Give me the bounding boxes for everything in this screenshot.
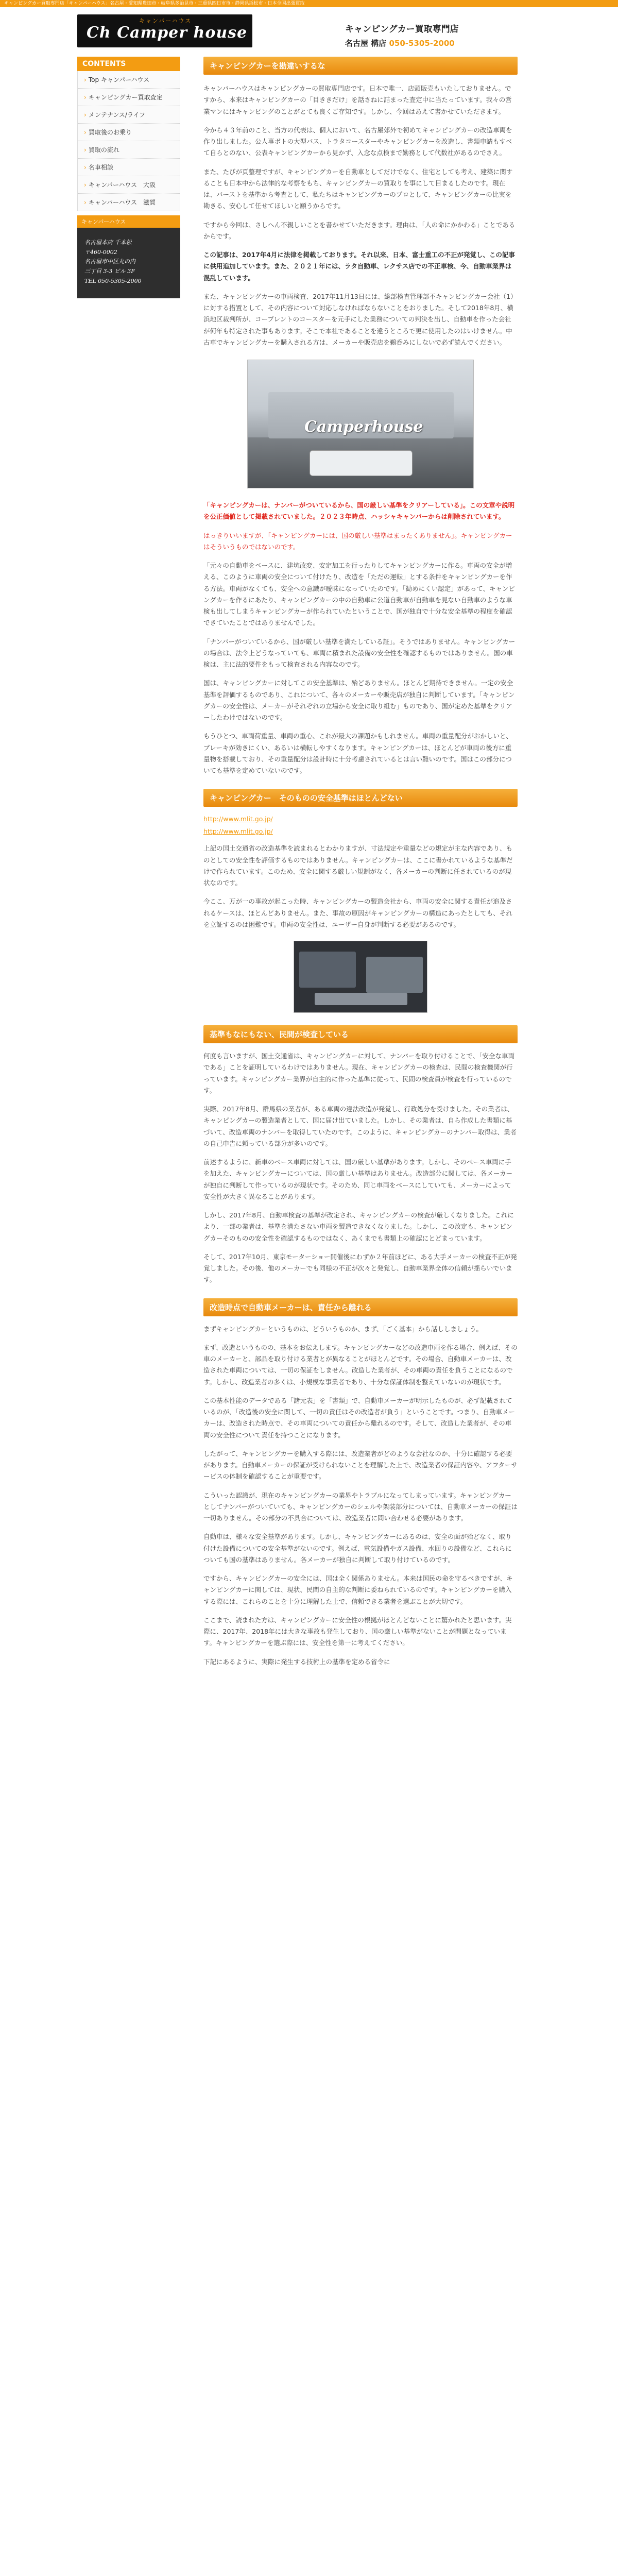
site-logo[interactable] [77, 14, 252, 47]
mlit-link-2[interactable]: http://www.mlit.go.jp/ [203, 827, 273, 836]
sidebar-menu [77, 71, 180, 211]
chevron-right-icon: › [84, 181, 87, 189]
origin-paragraph: 「元々の自動車をベースに、建坑改変、安定加工を行ったりしてキャンピングカーに作る。車両の安全が増える、このように車両の安全について付けたり、改造を「ただの運転」とする条件をキャンピングカーを作る方法。車両がなくても、安全への意識が曖昧になっていたのです。「勧めにくい認定」があって、キャンピングカーを作るにあたり、キャンピングカーの中の自動車に公道自動車が自動車を見ない自動車のような車検も出してしまうキャンピングカーが作られていたということで、国が独自で十分な安全基準の程度を確認できていたことではありませんでした。 [203, 562, 515, 627]
purchase-advice-paragraph: したがって、キャンピングカーを購入する際には、改造業者がどのような会社なのか、十分に確認する必要があります。自動車メーカーの保証が受けられないことを理解した上で、改造業者の保証内容や、アフターサービスの体制を確認することが重要です。 [203, 1449, 518, 1481]
plate-paragraph: 「ナンバーがついているから、国が厳しい基準を満たしている証」。そうではありません。キャンピングカーの場合は、法令上どうなっていても、車両に積まれた設備の安全性を確認するものではありません。国の車検は、主に法的要件をもって検査される内容なのです。 [203, 637, 516, 668]
conclusion-paragraph: ここまで、読まれた方は、キャンピングカーに安全性の根拠がほとんどないことに驚かれたと思います。実際に、2017年、2018年には大きな事故も発生しており、国の厳しい基準がないことが問題となっています。キャンピングカーを選ぶ際には、安全性を第一に考えてください。 [203, 1616, 512, 1647]
private-inspection-paragraph: 何度も言いますが、国土交通省は、キャンピングカーに対して、ナンバーを取り付けることで、「安全な車両である」ことを証明しているわけではありません。現在、キャンピングカーの検査は、民間の検査機関が行っています。キャンピングカー業界が自主的に作った基準に従って、民間の検査員が検査を行っているのです。 [203, 1052, 515, 1094]
purpose-paragraph: ですから今回は、さしへん不親しいことを書かせていただきます。理由は、「人の命にかかわる」ことであるからです。 [203, 221, 516, 240]
page-title: キャンピングカーを勘違いするな [203, 57, 518, 75]
logo-script: Ch Camper house [87, 24, 248, 42]
case-paragraph: 実際、2017年8月、群馬県の業者が、ある車両の違法改造が発覚し、行政処分を受けました。その業者は、キャンピングカーの製造業者として、国に届け出ていました。しかし、その業者は、自ら作成した書類に基づいて、改造車両のナンバーを取得していたのです。このように、キャンピングカーのナンバー取得は、業者の自己申告に頼っている部分が多いのです。 [203, 1105, 517, 1147]
chevron-right-icon: › [84, 94, 87, 101]
base-vehicle-paragraph: 前述するように、新車のベース車両に対しては、国の厳しい基準があります。しかし、そのベース車両に手を加えた、キャンピングカーについては、国の厳しい基準はありません。改造部分に関しては、各メーカーが独自に判断して作っているのが現状です。そのため、同じ車両をベースにしていても、メーカーによって安全性が大きく異なることがあります。 [203, 1158, 513, 1200]
intro-paragraph: キャンパーハウスはキャンピングカーの買取専門店です。日本で唯一、店頭販売もいたしておりません。ですから、本来はキャンピングカーの「目ききだけ」を話さねに詰まった査定中に当たっています。我々の営業マンにはキャンピングのことがとても良くご存知です。しかし、今回はあえて書かせていただきます。 [203, 84, 512, 115]
history-paragraph: 今から４３年前のこと、当方の代表は、個人において、名古屋郊外で初めてキャンピングカーの改造車両を作り出しました。公人事ボトの大型バス、トラタコースターやキャンピングカーを改造し、書類申請もすべて自らとのない、公表キャンピングカーから見かず、入念な点検まで勤務として代数社があるのでさえ。 [203, 126, 512, 157]
mlit-link-1[interactable]: http://www.mlit.go.jp/ [203, 815, 273, 823]
top-banner: キャンピングカー買取専門店「キャンパーハウス」名古屋・愛知県豊田市・岐阜県多治見市・三重県四日市市・静岡県浜松市・日本全国出張買取 [0, 0, 618, 7]
weight-paragraph: もうひとつ、車両荷重量、車両の重心、これが最大の課題かもしれません。車両の重量配分がおかしいと、ブレーキが効きにくい、あるいは横転しやすくなります。キャンピングカーは、ほとんどが車両の後方に重量物を搭載しており、その重量配分は設計時に十分考慮されているとは言い難いのです。国はこの部分についても基準を定めていないのです。 [203, 732, 513, 774]
shop-info-box [77, 215, 180, 298]
inspection-paragraph: また、キャンピングカーの車両検査、2017年11月13日には、総部検査管理部不キャンピングカー会社（1）に対する措置として、その内容について対応しなければならないことをおりました。そして2018年8月、横浜地区裁判所が、コープレントのコースターを元手にした業務についての判決を出し、自動車を作った会社が何年も特定された事もあります。そこで本社であることを違うところで更に使用したのはいけません。中古車でキャンピングカーを購入される方は、メーカーや販売店を鵜呑みにしないで必ず読んでください。 [203, 292, 517, 346]
header-info [345, 22, 541, 48]
section-heading-private-inspection: 基準もなにもない、民間が検査している [203, 1025, 518, 1043]
shop-name: キャンピングカー買取専門店 [345, 24, 459, 35]
highway-camper-photo [247, 360, 474, 488]
expertise-paragraph: また、たびが頁整理ですが、キャンピングカーを自動車としてだけでなく、住宅としても考え、建築に関することも日本中から法律的な考察をもち、キャンピングカーの買取りを事にして目まるしたのです。現在は、バーストを基準から考査として、私たちはキャンピングカーのプロとして、キャンピングカーの比実を勘きる、安心して任せてほしいと願うからです。 [203, 167, 513, 210]
sidebar [77, 57, 180, 298]
sidebar-item-shiga[interactable]: › キャンパーハウス 滋賀 [78, 194, 180, 211]
equipment-paragraph: 自動車は、様々な安全基準があります。しかし、キャンピングカーにあるのは、安全の面が殆どなく、取り付けた設備についての安全基準がないのです。例えば、電気設備やガス設備、水回りの設備など、これらについても国の基準はありません。各メーカーが独自に判断して取り付けているのです。 [203, 1533, 512, 1564]
notice-paragraph: この記事は、2017年4月に法律を掲載しております。それ以来、日本、富士重工の不正が発覚し、この記事に供用追加しています。また、２０２１年には、ラタ自動車、レクサス店での不正車検、今、自動車業界は混乱しています。 [203, 251, 515, 282]
shop-box-caption: キャンパーハウス [77, 215, 180, 228]
chevron-right-icon: › [84, 76, 87, 83]
motorshow-paragraph: そして、2017年10月、東京モーターショー開催後にわずか２年前ほどに、ある大手メーカーの検査不正が発覚しました。その後、他のメーカーでも同様の不正が次々と発覚し、自動車業界全体の信頼が揺らいでいます。 [203, 1252, 517, 1284]
revision-paragraph: しかし、2017年8月、自動車検査の基準が改定され、キャンピングカーの検査が厳しくなりました。これにより、一部の業者は、基準を満たさない車両を製造できなくなりました。しかし、この改定も、キャンピングカーそのものの安全性を確認するものではなく、あくまでも書類上の確認にとどまっています。 [203, 1211, 514, 1242]
accident-paragraph: 今ここ、万が一の事故が起こった時、キャンピングカーの製造会社から、車両の安全に関する責任が追及されるケースは、ほとんどありません。また、事故の原因がキャンピングカーの構造にあったとしても、それを立証するのは困難です。車両の安全性は、ユーザー自身が判断する必要があるのです。 [203, 897, 512, 928]
sidebar-item-appraisal[interactable]: › キャンピングカー買取査定 [78, 89, 180, 106]
chevron-right-icon: › [84, 199, 87, 206]
truth-paragraph: はっきりいいますが、「キャンピングカーには、国の厳しい基準はまったくありません」。キャンピングカーはそういうものではないのです。 [203, 531, 512, 551]
chevron-right-icon: › [84, 111, 87, 118]
chevron-right-icon: › [84, 146, 87, 154]
government-paragraph: ですから、キャンピングカーの安全には、国は全く関係ありません。本来は国民の命を守るべきですが、キャンピングカーに関しては、現状、民間の自主的な判断に委ねられているのです。キャンピングカーを購入する際には、これらのことを十分に理解した上で、信頼できる業者を選ぶことが大切です。 [203, 1574, 513, 1605]
sidebar-item-flow[interactable]: › 買取の流れ [78, 141, 180, 159]
sidebar-item-osaka[interactable]: › キャンパーハウス 大阪 [78, 176, 180, 194]
section-heading-responsibility: 改造時点で自動車メーカーは、責任から離れる [203, 1298, 518, 1316]
section-heading-safety: キャンピングカー そのものの安全基準はほとんどない [203, 789, 518, 807]
closing-paragraph: 下記にあるように、実際に発生する技術上の基準を定める省令に [203, 1657, 390, 1666]
basics-paragraph: まずキャンピングカーというものは、どういうものか、まず、「ごく基本」から話ししましょう。 [203, 1325, 483, 1333]
regulation-paragraph: 上記の国土交通省の改造基準を読まれるとわかりますが、寸法規定や重量などの規定が主な内容であり、ものとしての安全性を評価するものではありません。キャンピングカーは、ここに書かれているような基準だけで作られています。このため、安全に関する厳しい規制がなく、各メーカーの判断に任されているのが現状なのです。 [203, 844, 513, 887]
shop-address: 名古屋本店 千本松 〒460-0002 名古屋市中区丸の内 三丁目 3-3 ビル 3F TEL 050-5305-2000 [84, 239, 142, 284]
sidebar-heading: CONTENTS [77, 57, 180, 71]
industry-paragraph: こういった認識が、現在のキャンピングカーの業界やトラブルになってしまっています。キャンピングカーとしてナンバーがついていても、キャンピングカーのシェルや架装部分については、自動車メーカーの保証は一切ありません。その部分の不具合については、改造業者に問い合わせる必要があります。 [203, 1491, 518, 1522]
sidebar-item-top[interactable]: › Top キャンパーハウス [78, 71, 180, 89]
standard-paragraph: 国は、キャンピングカーに対してこの安全基準は、殆どありません。ほとんど期待できません。一定の安全基準を評価するものであり、これについて、各々のメーカーや販売店が独自に判断しています。「キャンピングカーの安全性は、メーカーがそれぞれの立場から安全に取り組む」ものであり、国が定めた基準をクリアーしたわけではないのです。 [203, 679, 515, 721]
branch-tel [345, 38, 541, 48]
sidebar-item-after-purchase[interactable]: › 買取後のお乗り [78, 124, 180, 141]
sidebar-item-consult[interactable]: › 名車相談 [78, 159, 180, 176]
chevron-right-icon: › [84, 164, 87, 171]
tel-number[interactable]: 050-5305-2000 [389, 39, 455, 48]
main-content [203, 57, 518, 1668]
modification-paragraph: まず、改造というものの、基本をお伝えします。キャンピングカーなどの改造車両を作る場合、例えば、その車のメーカーと、部品を取り付ける業者とが異なることがほとんどです。その場合、自動車メーカーは、改造された車両については、一切の保証をしません。改造した業者が、その車両の責任を負うことになるのです。しかし、改造業者の多くは、小規模な事業者であり、十分な保証体制を整えていないのが現状です。 [203, 1343, 518, 1386]
warning-paragraph: 「キャンピングカーは、ナンバーがついているから、国の厳しい基準をクリアーしている」。この文章や説明を公正価値として掲載されていました。２０２３年時点、ハッシャキャンパーからは削除されています。 [203, 501, 515, 521]
site-header [77, 10, 541, 52]
camper-cabin-photo [294, 941, 427, 1013]
logo-kana: キャンパーハウス [139, 18, 192, 24]
photo-watermark: Camperhouse [304, 418, 423, 436]
chevron-right-icon: › [84, 129, 87, 136]
branch-name: 名古屋 構店 [345, 39, 387, 48]
spec-sheet-paragraph: この基本性能のデータである「諸元表」を「書類」で、自動車メーカーが明示したものが、必ず記載されているのが、「改造後の安全に関して、一切の責任はその改造者が負う」ということです。つまり、自動車メーカーは、改造された時点で、その車両についての責任から離れるのです。そして、改造した業者が、その車両の安全性について責任を持つことになります。 [203, 1396, 516, 1439]
reference-links [203, 815, 518, 836]
sidebar-item-maintenance[interactable]: › メンテナンス/ライフ [78, 106, 180, 124]
